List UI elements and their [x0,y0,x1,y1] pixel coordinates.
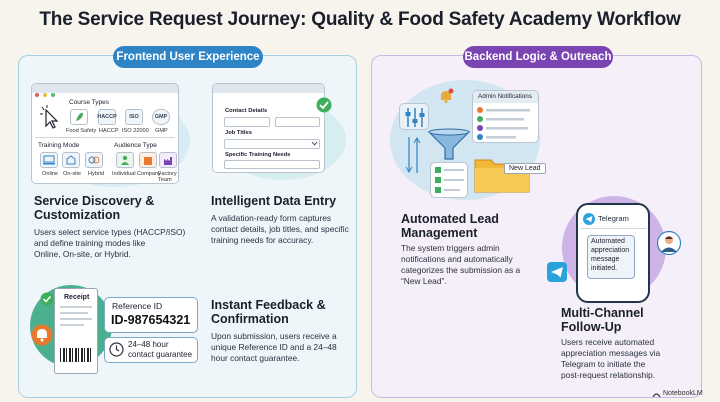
followup-text-1: Users receive automated [561,337,655,347]
frontend-header: Frontend User Experience [113,46,263,68]
admin-notifications-label: Admin Notifications [478,93,532,100]
divider [580,228,646,229]
barcode [60,348,92,362]
followup-heading-2: Follow-Up [561,320,622,334]
lead-text-1: The system triggers admin [401,243,500,253]
discovery-text-1: Users select service types (HACCP/ISO) [34,227,186,237]
clock-icon [109,342,124,357]
lead-heading-2: Management [401,226,478,240]
message-line-2: appreciation [591,247,630,254]
followup-text-4: post-request relationship. [561,370,656,380]
guarantee-line-1: 24–48 hour [128,340,169,349]
course-types-label: Course Types [69,99,109,106]
divider [35,137,175,138]
mode-online: Online [42,171,59,177]
discovery-text-2: and define training modes like [34,238,146,248]
discovery-heading-1: Service Discovery & [34,194,155,208]
individual-audience-option[interactable] [116,152,134,168]
lead-heading-1: Automated Lead [401,212,499,226]
sliders-icon [400,104,430,131]
receipt-line [60,318,92,320]
company-audience-option[interactable] [139,152,157,168]
data-entry-text-2: contact details, job titles, and specific [211,224,349,234]
discovery-text-3: Online, On-site, or Hybrid. [34,249,131,259]
data-entry-text-3: training needs for accuracy. [211,235,314,245]
settings-panel [399,103,429,130]
watermark: NotebookLM [663,390,703,397]
message-line-1: Automated [591,238,625,245]
data-entry-heading: Intelligent Data Entry [211,194,337,208]
feedback-heading-2: Confirmation [211,312,289,326]
notebooklm-logo-icon [652,391,661,398]
course-haccp: HACCP [99,128,119,134]
audience-individual: Individual [112,171,136,177]
message-line-3: message [591,256,620,263]
job-title-select[interactable] [224,139,320,149]
food-safety-option[interactable] [70,109,88,125]
receipt-line [60,324,84,326]
backend-header: Backend Logic & Outreach [463,46,613,68]
audience-company: Company [137,171,161,177]
followup-text-3: Telegram to initiate the [561,359,646,369]
course-gmp: GMP [155,128,168,134]
telegram-app-icon [547,262,567,282]
contact-name-field[interactable] [224,117,270,127]
training-needs-field[interactable] [224,160,320,169]
telegram-icon [583,213,595,225]
onsite-mode-option[interactable] [62,152,80,168]
checklist [430,162,468,198]
reference-id-label: Reference ID [112,301,163,311]
checkmark-icon [40,292,54,306]
training-needs-label: Specific Training Needs [225,152,291,158]
receipt-label: Receipt [64,294,90,301]
hybrid-mode-option[interactable] [85,152,103,168]
lead-text-2: notifications and automatically [401,254,513,264]
mode-hybrid: Hybrid [88,171,105,177]
chevron-down-icon [311,141,318,147]
audience-type-label: Audience Type [114,142,157,149]
flow-arrows [404,135,422,175]
new-lead-tag: New Lead [504,163,546,174]
course-food-safety: Food Safety [66,128,97,134]
contact-details-label: Contact Details [225,108,268,114]
cursor-click-icon [38,104,62,130]
window-titlebar [32,84,178,93]
followup-text-2: appreciation messages via [561,348,661,358]
factory-audience-option[interactable] [159,152,177,168]
job-titles-label: Job Titles [225,130,252,136]
message-line-4: initiated. [591,265,618,272]
audience-factory: Factory Team [158,171,177,183]
followup-heading-1: Multi-Channel [561,306,644,320]
contact-email-field[interactable] [275,117,320,127]
receipt-line [60,306,92,308]
window-titlebar [213,84,324,93]
haccp-option[interactable]: HACCP [98,109,116,125]
lead-text-4: “New Lead”. [401,276,447,286]
avatar-icon [657,231,681,255]
bell-icon [438,88,454,104]
feedback-text-2: unique Reference ID and a 24–48 [211,342,337,352]
feedback-text-3: hour contact guarantee. [211,353,300,363]
receipt-line [60,312,88,314]
checkmark-icon [316,97,332,113]
funnel-icon [427,128,471,162]
telegram-label: Telegram [598,214,629,223]
notification-list [476,106,536,140]
page-title: The Service Request Journey: Quality & Food Safety Academy Workflow [39,9,681,30]
feedback-text-1: Upon submission, users receive a [211,331,337,341]
bell-icon [31,324,53,346]
reference-id-value: ID-987654321 [111,313,191,327]
gmp-option[interactable]: GMP [152,109,170,125]
mode-onsite: On-site [63,171,82,177]
iso-option[interactable]: ISO [125,109,143,125]
online-mode-option[interactable] [40,152,58,168]
discovery-heading-2: Customization [34,208,121,222]
training-mode-label: Training Mode [38,142,80,149]
lead-text-3: categorizes the submission as a [401,265,521,275]
feedback-heading-1: Instant Feedback & [211,298,326,312]
course-iso: ISO 22000 [122,128,149,134]
data-entry-text-1: A validation-ready form captures [211,213,332,223]
guarantee-line-2: contact guarantee [128,350,193,359]
